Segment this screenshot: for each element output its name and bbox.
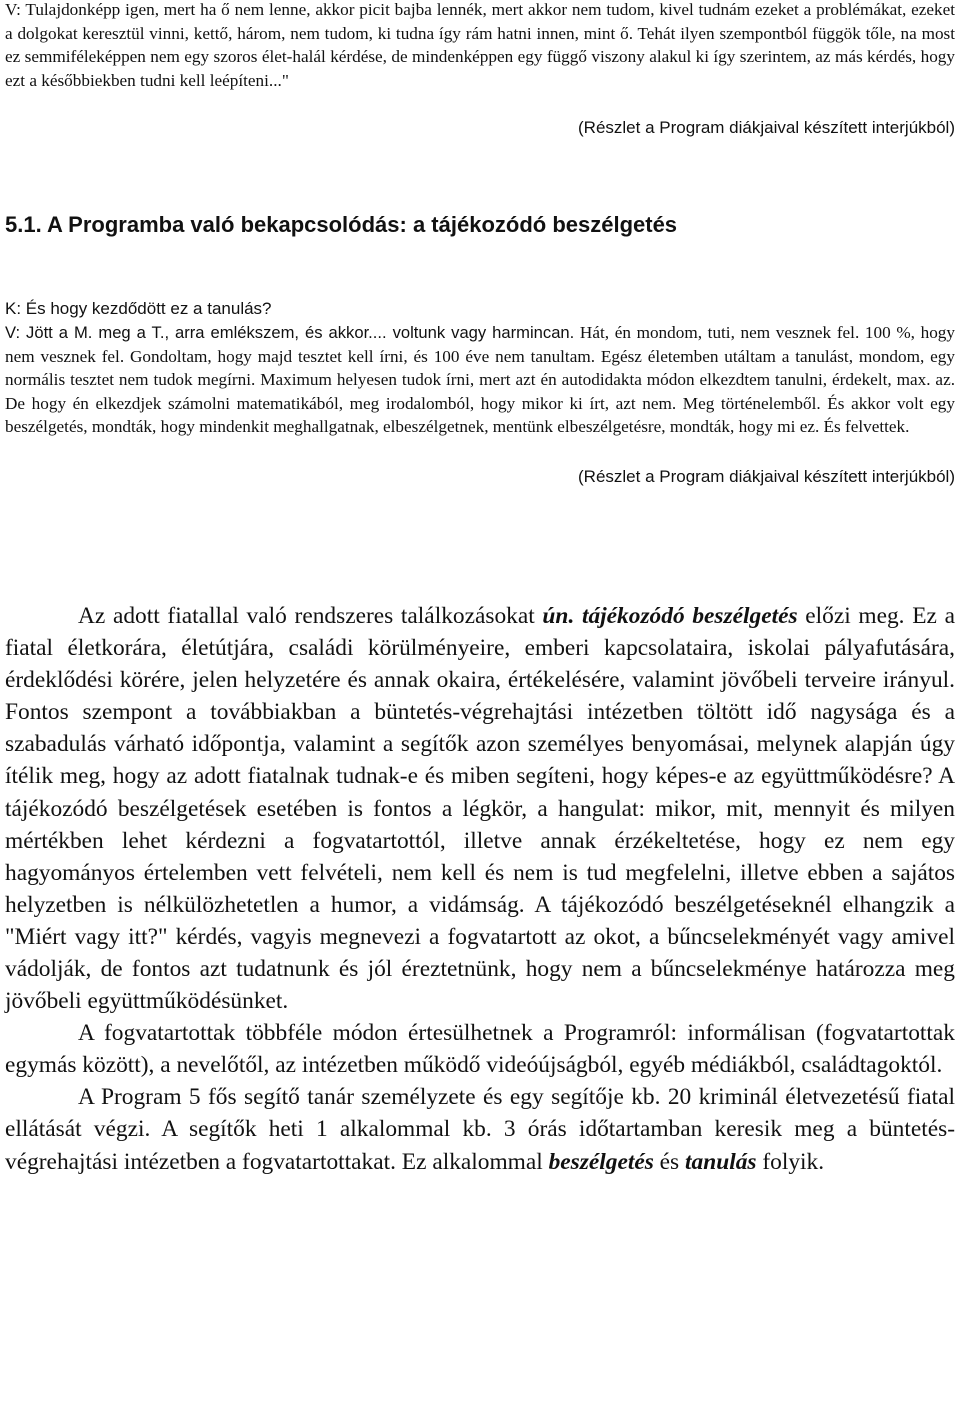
p1-emphasis: ún. tájékozódó beszélgetés <box>542 602 798 629</box>
interview-answer <box>5 321 955 439</box>
body-paragraph-2: A fogvatartottak többféle módon értesülhetnek a Programról: informálisan (fogvatartottak egymás között), a nevelőtől, az intézetben működő videóújságból, egyéb médiákból, családtagoktól. <box>5 1020 955 1079</box>
interview-excerpt-2 <box>5 297 955 439</box>
interview-answer-rest: Hát, én mondom, tuti, nem vesznek fel. 100 %, hogy nem vesznek fel. Gondoltam, hogy majd tesztet kell írni, és 100 éve nem tanultam. Egész életemben utáltam a tanulást, mondom, egy normális tesztet nem tudok megírni. Maximum helyesen tudok írni, mert azt én autodidakta módon elkezdtem tanulni, érdekelt, max. az. De hogy én elkezdjek számolni matematikából, meg irodalomból, hogy mikor ki írt, azt nem. Meg történelemből. És akkor volt egy beszélgetés, mondták, hogy mindenkit meghallgatnak, elbeszélgetnek, mentünk elbeszélgetésre, mondták, hogy mi ez. És felvettek. <box>5 322 955 437</box>
interview-answer-start: V: Jött a M. meg a T., arra emlékszem, és akkor.... voltunk vagy harmincan. <box>5 322 575 342</box>
document-page <box>5 0 955 1178</box>
body-paragraph-1 <box>5 600 955 1017</box>
p3-emphasis-1: beszélgetés <box>548 1148 654 1175</box>
p3-text-mid: és <box>653 1148 686 1175</box>
p1-text-a: Az adott fiatallal való rendszeres találkozásokat <box>78 602 543 629</box>
body-paragraph-3 <box>5 1081 955 1177</box>
p3-text-end: folyik. <box>756 1148 825 1175</box>
p3-text-a: A Program 5 fős segítő tanár személyzete és egy segítője kb. 20 kriminál életvezetésű fiatal ellátását végzi. A segítők heti 1 alkalommal kb. 3 órás időtartamban keresik meg a büntetés-végrehajtási intézetben a fogvatartottakat. Ez alkalommal <box>5 1084 955 1175</box>
section-heading: 5.1. A Programba való bekapcsolódás: a tájékozódó beszélgetés <box>5 212 678 238</box>
interview-question: K: És hogy kezdődött ez a tanulás? <box>5 299 272 319</box>
p3-emphasis-2: tanulás <box>685 1148 757 1175</box>
excerpt-source-2: (Részlet a Program diákjaival készített interjúkból) <box>578 466 955 486</box>
p1-text-b: előzi meg. Ez a fiatal életkorára, életútjára, családi körülményeire, emberi kapcsolataira, iskolai pályafutására, érdeklődési körére, jelen helyzetére és annak okaira, értékelésére, valamint jövőbeli terveire irányul. Fontos szempont a továbbiakban a büntetés-végrehajtási intézetben töltött idő nagysága és a szabadulás várható időpontja, valamint a segítők azon személyes benyomásai, melynek alapján úgy ítélik meg, hogy az adott fiatalnak tudnak-e és miben segíteni, hogy képes-e az együttműködésre? A tájékozódó beszélgetések esetében is fontos a légkör, a hangulat: mikor, mit, mennyit és milyen mértékben lehet kérdezni a fogvatartottól, illetve annak érzékeltetése, hogy ez nem egy hagyományos értelemben vett felvételi, nem kell és nem is tud megfelelni, illetve ebben a sajátos helyzetben is nélkülözhetetlen a humor, a vidámság. A tájékozódó beszélgetéseknél elhangzik a "Miért vagy itt?" kérdés, vagyis megnevezi a fogvatartott az okot, a bűncselekményét vagy amivel vádolják, de fontos azt tudatnunk és jól éreztetnünk, hogy nem a bűncselekménye határozza meg jövőbeli együttműködésünket. <box>5 602 955 1015</box>
excerpt-source-1: (Részlet a Program diákjaival készített interjúkból) <box>578 118 955 138</box>
interview-excerpt-1: V: Tulajdonképp igen, mert ha ő nem lenne, akkor picit bajba lennék, mert akkor nem tudom, kivel tudnám ezeket a problémákat, ezeket a dolgokat keresztül vinni, kettő, három, nem tudom, ki tudna így rám hatni innen, mint ő. Tehát ilyen szempontból függök tőle, na most ez semmiféleképpen nem egy szoros élet-halál kérdése, de mindenképpen egy függő viszony alakul ki így szerintem, az más kérdés, hogy ezt a későbbiekben tudni kell leépíteni..." <box>5 0 955 90</box>
